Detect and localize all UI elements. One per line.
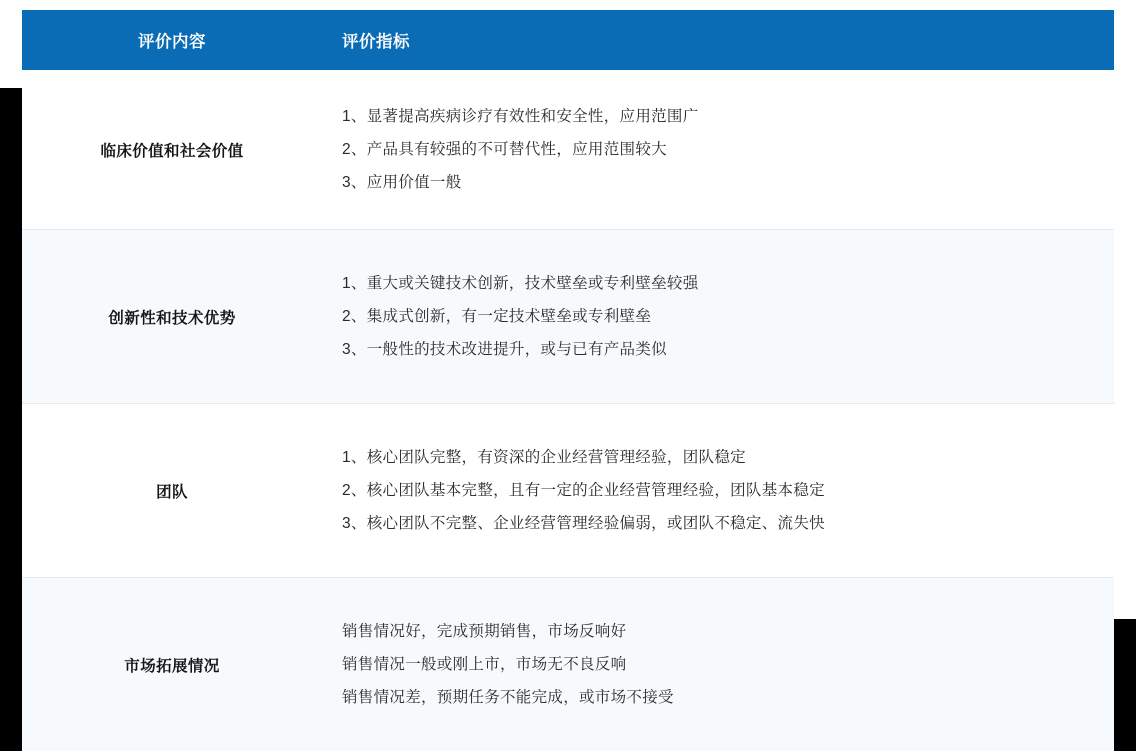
row-indicators [322, 70, 1114, 230]
row-category: 临床价值和社会价值 [22, 70, 322, 230]
indicator-line: 销售情况好，完成预期销售，市场反响好 [342, 615, 1098, 648]
indicator-line: 3、一般性的技术改进提升，或与已有产品类似 [342, 333, 1098, 366]
table-row [22, 70, 1114, 230]
indicator-line: 3、应用价值一般 [342, 166, 1098, 199]
table-row [22, 230, 1114, 404]
table-header-row [22, 10, 1114, 70]
table-body [22, 70, 1114, 751]
table-row [22, 578, 1114, 751]
indicator-line: 1、显著提高疾病诊疗有效性和安全性，应用范围广 [342, 100, 1098, 133]
indicator-line: 2、集成式创新，有一定技术壁垒或专利壁垒 [342, 300, 1098, 333]
indicator-line: 1、重大或关键技术创新，技术壁垒或专利壁垒较强 [342, 267, 1098, 300]
column-header-category: 评价内容 [22, 10, 322, 70]
indicator-line: 1、核心团队完整，有资深的企业经营管理经验，团队稳定 [342, 441, 1098, 474]
indicator-line: 销售情况一般或刚上市，市场无不良反响 [342, 648, 1098, 681]
table-header [22, 10, 1114, 70]
row-indicators [322, 230, 1114, 404]
table-row [22, 404, 1114, 578]
row-category: 团队 [22, 404, 322, 578]
row-indicators [322, 578, 1114, 751]
column-header-indicator: 评价指标 [322, 10, 1114, 70]
row-indicators [322, 404, 1114, 578]
indicator-line: 2、产品具有较强的不可替代性，应用范围较大 [342, 133, 1098, 166]
indicator-line: 销售情况差，预期任务不能完成，或市场不接受 [342, 681, 1098, 714]
row-category: 创新性和技术优势 [22, 230, 322, 404]
indicator-line: 3、核心团队不完整、企业经营管理经验偏弱，或团队不稳定、流失快 [342, 507, 1098, 540]
indicator-line: 2、核心团队基本完整，且有一定的企业经营管理经验，团队基本稳定 [342, 474, 1098, 507]
evaluation-criteria-table [22, 10, 1114, 751]
row-category: 市场拓展情况 [22, 578, 322, 751]
